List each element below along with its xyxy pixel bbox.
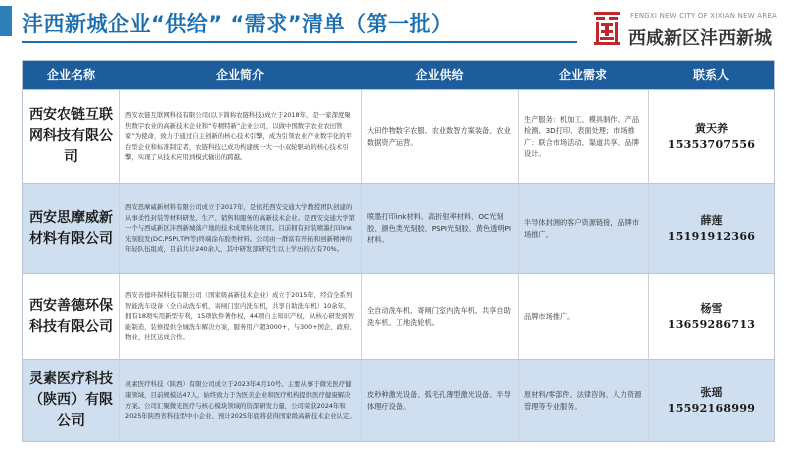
contact-name: 张瑶	[700, 385, 723, 399]
logo-chinese-text: 西咸新区沣西新城	[628, 28, 772, 49]
company-intro: 西安思摩威新材料有限公司成立于2017年，是依托西安交通大学教授团队创建的从事柔性封装等材料研发、生产、销售和服务的高新技术企业。是西安交通大学第一个与西咸新区沣西新城落户地的技术成果转化项目。目前拥有封装喷墨打印ink光刻胶发(DC,PSPI,TPI等)终端涂布胶类材料。公司由一群富有开拓和创新精神的年轻队伍组成，目前共计240余人，其中研发部研究生以上学历的占有70%。	[119, 184, 361, 273]
district-logo	[592, 6, 792, 52]
table-header	[23, 61, 774, 89]
title-accent-bar	[0, 6, 12, 36]
contact-phone: 15191912366	[667, 229, 756, 243]
company-demand: 生产服务：机加工、模具制作、产品检测、3D打印、表面处理；市场推广：联合市场活动、渠道共享、品牌设计。	[518, 90, 648, 183]
table-row	[23, 89, 774, 183]
company-name: 西安农链互联网科技有限公司	[29, 107, 113, 165]
contact-name: 杨雪	[700, 301, 723, 315]
contact-cell	[648, 184, 774, 273]
supply-demand-table	[22, 60, 775, 442]
company-name: 西安思摩威新材料有限公司	[29, 209, 113, 247]
contact-name: 黄天养	[695, 121, 728, 135]
column-header-demand: 企业需求	[558, 68, 607, 82]
company-intro: 西安农链互联网科技有限公司(以下简称农链科技)成立于2018年，是一家深度聚焦数字农业的高新技术企业和“专精特新”企业公司，以做中国数字农业农田管家”为使命，致力于通过自主创新的核心技术引擎，成为引领农业产业数字化的平台型企业和标准制定者，农链科技已成功构建统一大一小双轮驱动的核心技术引擎，实现了从技术应用到模式输出的跨越。	[119, 90, 361, 183]
table-row	[23, 183, 774, 273]
column-header-company: 企业名称	[46, 68, 95, 82]
table-row	[23, 273, 774, 359]
table-row	[23, 359, 774, 441]
district-emblem-icon	[592, 10, 622, 46]
column-header-intro: 企业简介	[215, 68, 264, 82]
company-supply: 喷墨打印ink材料、高折射率材料、OC光刻胶、颜色类光刻胶、PSPI光刻胶、黄色透明PI材料。	[361, 184, 518, 273]
page-header	[0, 0, 800, 58]
company-demand: 原材料/零部件、法律咨询、人力资源管理等专业服务。	[518, 360, 648, 441]
company-supply: 皮秒种激光设备、弧毛孔薄型激光设备、半导体理疗设备。	[361, 360, 518, 441]
contact-cell	[648, 90, 774, 183]
contact-phone: 15353707556	[667, 137, 756, 151]
company-supply: 全自动洗车机、寄闸门室内洗车机、共享自助洗车机、工地洗轮机。	[361, 274, 518, 359]
contact-name: 薛莲	[700, 213, 723, 227]
contact-cell	[648, 274, 774, 359]
page-title: 沣西新城企业“供给” “需求”清单（第一批）	[22, 12, 453, 36]
company-demand: 半导体封测的客户资源链接，品牌市场推广。	[518, 184, 648, 273]
title-underline	[22, 41, 577, 43]
column-header-contact: 联系人	[692, 68, 729, 82]
company-demand: 品牌市场推广。	[518, 274, 648, 359]
company-supply: 大田作物数字农服、农业数智方案装备、农业数据资产运营。	[361, 90, 518, 183]
logo-english-text: FENGXI NEW CITY OF XIXIAN NEW AREA	[630, 12, 777, 20]
column-header-supply: 企业供给	[415, 68, 464, 82]
company-name: 西安善德环保科技有限公司	[29, 297, 113, 335]
company-intro: 西安善德环保科技有限公司（国家级高新技术企业）成立于2015年，经营全系列智能洗车设备（全自动洗车机，寄闸门室内洗车机，共享自助洗车机）10余年，拥有18项实用新型专利，15项软件著作权，44项自主知识产权，从核心研发到智能制造，装修提供全城洗车解决方案，服务用户超3000+，与300+国企、政府、物业、社区达成合作。	[119, 274, 361, 359]
company-intro: 灵素医疗科技（陕西）有限公司成立于2023年4月10号。主要从事于微光医疗健康领域，目前规模达47人，始终致力于为医美企业和医疗机构提供医疗健康解决方案。公司汇聚微光医疗与核心模块领域的资深研发力量，公司荣获2024年和2025年陕西省科技型中小企业、预计2025年底将获得国家级高新技术企业认定。	[119, 360, 361, 441]
company-name: 灵素医疗科技（陕西）有限公司	[29, 371, 113, 429]
contact-cell	[648, 360, 774, 441]
contact-phone: 15592168999	[667, 401, 756, 415]
contact-phone: 13659286713	[667, 317, 756, 331]
